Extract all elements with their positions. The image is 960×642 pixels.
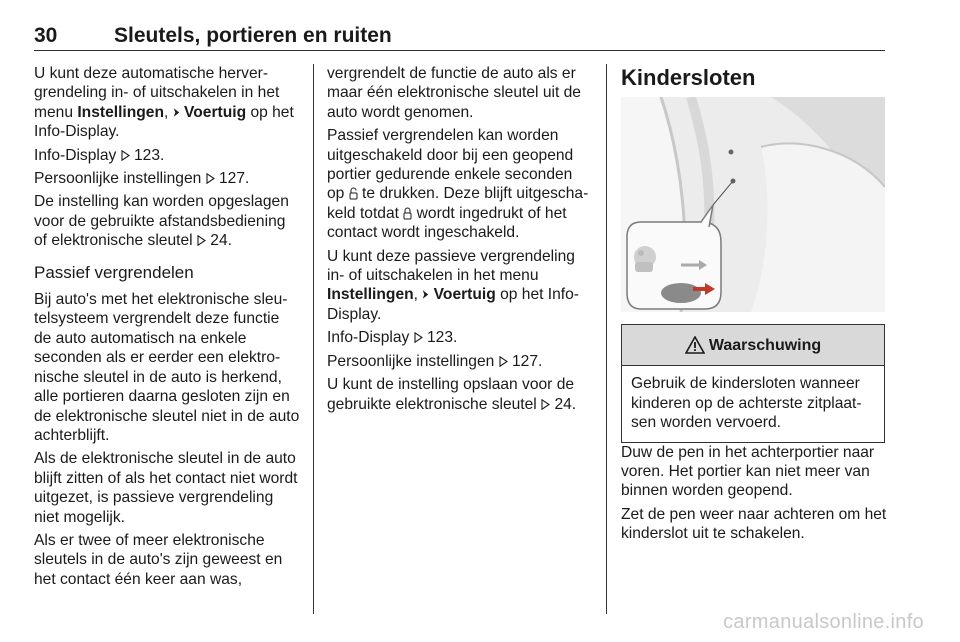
menu-vehicle-link: Voertuig <box>184 103 247 121</box>
menu-settings-link: Instellingen <box>77 103 164 121</box>
paragraph: Bij auto's met het elektronische sleutelsysteem vergrendelt deze functie de auto automatisch na enkele seconden als er eerder een elektronische sleutel in de auto is herkend, alle portieren daarna gesloten zijn en de elektronische sleutel niet in de auto achterblijft. <box>34 291 300 444</box>
page-number: 30 <box>34 24 58 47</box>
unlock-button-icon <box>349 187 358 200</box>
subheading-passive-locking: Passief vergrendelen <box>34 262 194 282</box>
page-reference-triangle-icon <box>197 235 206 246</box>
column-3 <box>621 64 887 548</box>
lock-button-icon <box>403 207 412 220</box>
warning-text: Gebruik de kindersloten wanneer kinderen op de achterste zitplaatsen worden vervoerd. <box>631 375 862 432</box>
page-reference-triangle-icon <box>541 399 550 410</box>
menu-arrow-icon <box>173 107 180 118</box>
paragraph: U kunt de instelling opslaan voor de gebruikte elektronische sleutel 24. <box>327 376 577 413</box>
page-reference-triangle-icon <box>414 332 423 343</box>
paragraph: Passief vergrendelen kan worden uitgeschakeld door bij een geopend portier gedurende enkele seconden op te drukken. Deze blijft uitgeschakeld totdat wordt ingedrukt of het contact wordt ingeschakeld. <box>327 127 589 242</box>
column-1 <box>34 64 300 593</box>
column-divider-2 <box>606 64 607 614</box>
child-lock-illustration <box>621 97 885 312</box>
section-title-child-locks: Kindersloten <box>621 65 756 90</box>
door-illustration-graphic <box>621 97 885 312</box>
page-reference-triangle-icon <box>121 150 130 161</box>
page-reference-triangle-icon <box>499 356 508 367</box>
paragraph: Als er twee of meer elektronische sleutels in de auto's zijn geweest en het contact één keer aan was, <box>34 531 283 588</box>
menu-vehicle-link: Voertuig <box>433 286 496 304</box>
warning-box <box>621 324 885 442</box>
header-divider <box>34 50 885 51</box>
menu-arrow-icon <box>422 289 429 300</box>
paragraph: Info-Display 123. <box>327 329 458 347</box>
paragraph: Persoonlijke instellingen 127. <box>327 352 543 370</box>
warning-triangle-icon <box>685 336 705 354</box>
warning-title: Waarschuwing <box>708 336 822 354</box>
paragraph: U kunt deze passieve vergrendeling in- of uitschakelen in het menu Instellingen, Voertuig op het Info-Display. <box>327 247 579 323</box>
watermark: carmanualsonline.info <box>723 611 924 633</box>
paragraph: Info-Display 123. <box>34 146 165 164</box>
paragraph: U kunt deze automatische hervergrendeling in- of uitschakelen in het menu Instellingen, Voertuig op het Info-Display. <box>34 65 294 141</box>
warning-header <box>622 325 884 366</box>
paragraph: Zet de pen weer naar achteren om het kinderslot uit te schakelen. <box>621 505 887 543</box>
paragraph: Als de elektronische sleutel in de auto blijft zitten of als het contact niet wordt uitgezet, is passieve vergrendeling niet mogelijk. <box>34 450 298 526</box>
paragraph: De instelling kan worden opgeslagen voor de gebruikte afstandsbediening of elektronische sleutel 24. <box>34 193 289 250</box>
page-reference-triangle-icon <box>206 173 215 184</box>
paragraph: Persoonlijke instellingen 127. <box>34 170 250 188</box>
column-divider-1 <box>313 64 314 614</box>
column-2 <box>327 64 593 418</box>
paragraph: vergrendelt de functie de auto als er maar één elektronische sleutel uit de auto wordt genomen. <box>327 65 581 121</box>
page-title: Sleutels, portieren en ruiten <box>114 24 392 47</box>
menu-settings-link: Instellingen <box>327 286 414 304</box>
paragraph: Duw de pen in het achterportier naar voren. Het portier kan niet meer van binnen worden geopend. <box>621 443 875 500</box>
page-header <box>34 20 885 52</box>
